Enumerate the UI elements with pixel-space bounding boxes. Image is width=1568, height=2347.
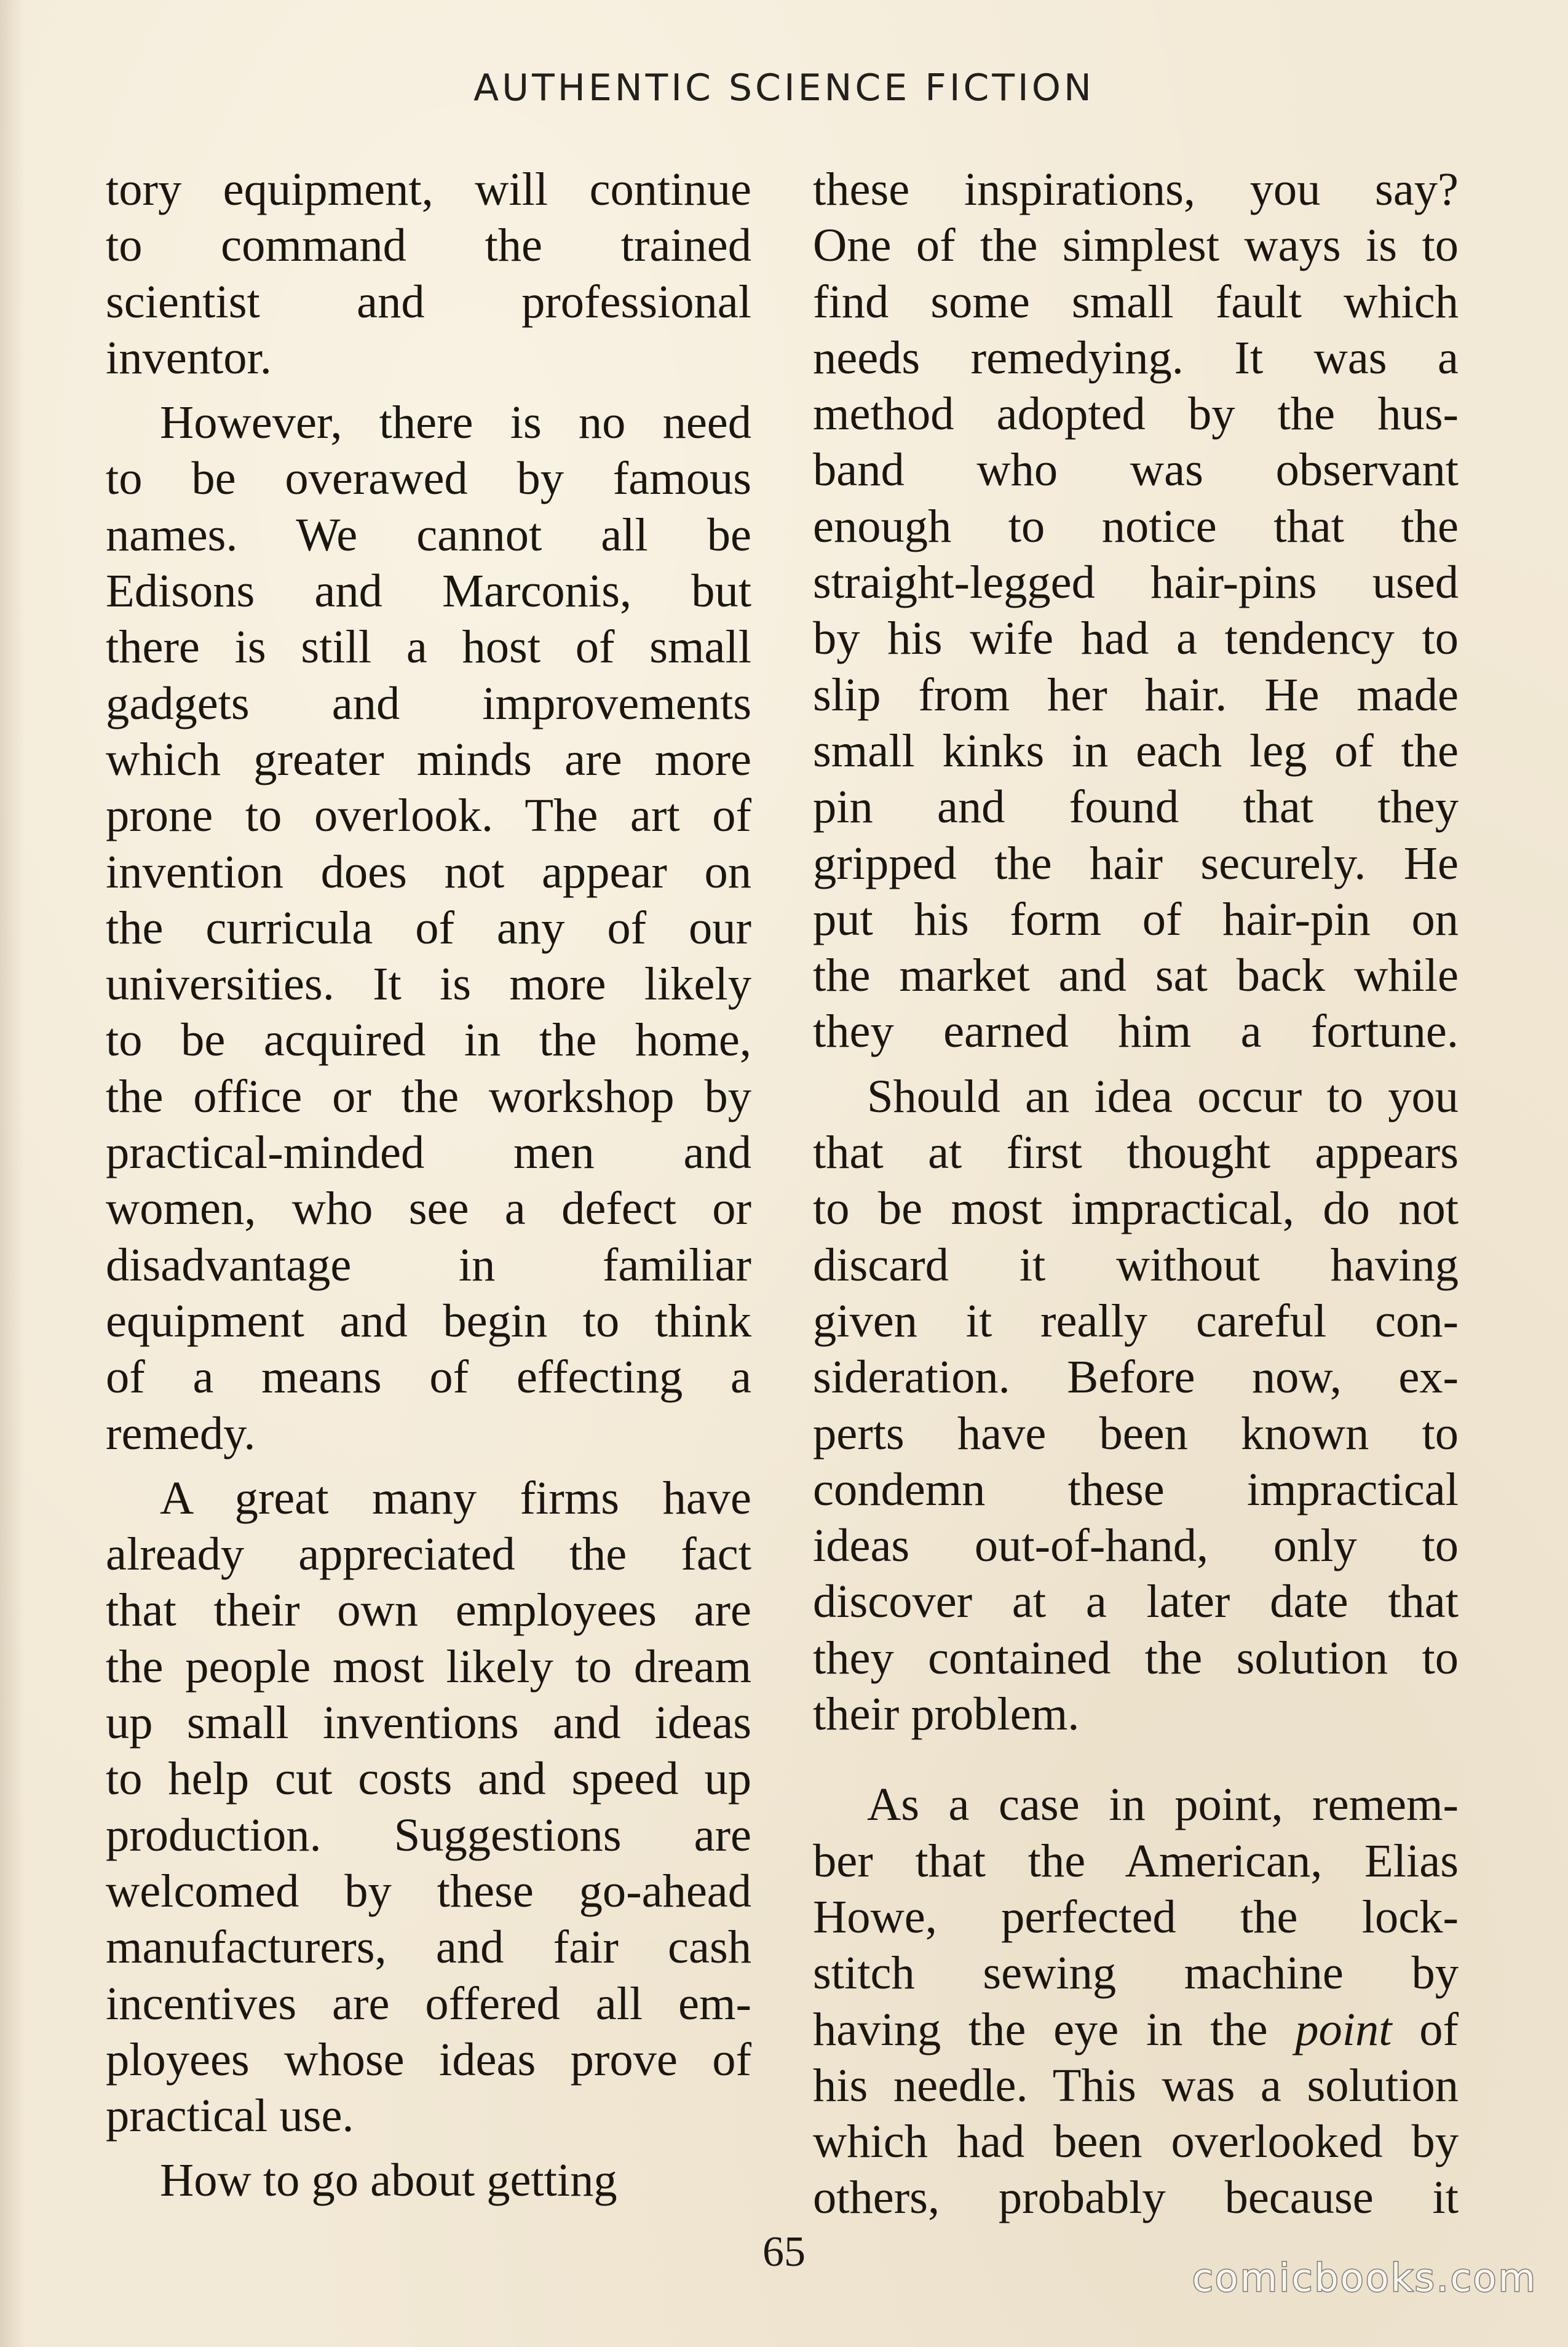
text-line: names. We cannot all be: [106, 508, 751, 561]
paragraph: [813, 1776, 1459, 2225]
text-line: up small inventions and ideas: [106, 1696, 751, 1749]
text-line: perts have been known to: [813, 1407, 1459, 1459]
text-line: invention does not appear on: [106, 845, 751, 898]
text-line: disadvantage in familiar: [106, 1238, 751, 1291]
paragraph: [106, 2152, 751, 2208]
text-line: which greater minds are more: [106, 733, 751, 785]
text-line: practical-minded men and: [106, 1126, 751, 1179]
right-column: [813, 161, 1459, 2226]
text-line: discard it without having: [813, 1238, 1459, 1291]
text-line: manufacturers, and fair cash: [106, 1921, 751, 1974]
paragraph: [106, 394, 751, 1405]
watermark: comicbooks.com: [1192, 2255, 1537, 2300]
text-line: ber that the American, Elias: [813, 1834, 1459, 1887]
text-line: slip from her hair. He made: [813, 668, 1459, 721]
paragraph: [106, 1470, 751, 2087]
text-run: having the eye in the: [813, 2003, 1268, 2055]
paragraph-end: [106, 1405, 751, 1461]
text-line: that their own employees are: [106, 1584, 751, 1637]
text-line: to help cut costs and speed up: [106, 1752, 751, 1805]
text-line: which had been overlooked by: [813, 2115, 1459, 2168]
text-line: to be most impractical, do not: [813, 1182, 1459, 1235]
text-line: straight-legged hair-pins used: [813, 556, 1459, 609]
text-line: equipment and begin to think: [106, 1294, 751, 1347]
paragraph: [106, 161, 751, 330]
text-line: scientist and professional: [106, 275, 751, 328]
text-line: already appreciated the fact: [106, 1528, 751, 1581]
text-line: to be overawed by famous: [106, 452, 751, 505]
text-line: enough to notice that the: [813, 499, 1459, 552]
text-line: One of the simplest ways is to: [813, 219, 1459, 272]
text-line: As a case in point, remem-: [867, 1778, 1459, 1831]
text-line: pin and found that they: [813, 780, 1459, 833]
text-line: that at first thought appears: [813, 1126, 1459, 1179]
text-line: production. Suggestions are: [106, 1808, 751, 1861]
text-line: stitch sewing machine by: [813, 1947, 1459, 2000]
text-line: the office or the workshop by: [106, 1070, 751, 1122]
text-line: the curricula of any of our: [106, 901, 751, 954]
text-line-with-italic: [813, 2001, 1459, 2057]
text-line: they contained the solution to: [813, 1631, 1459, 1684]
text-line: Howe, perfected the lock-: [813, 1890, 1459, 1943]
text-line: band who was observant: [813, 443, 1459, 496]
text-line: to command the trained: [106, 219, 751, 272]
text-line: there is still a host of small: [106, 621, 751, 673]
text-line: these inspirations, you say?: [813, 163, 1459, 215]
text-line: welcomed by these go-ahead: [106, 1864, 751, 1917]
spine-shadow: [0, 0, 25, 2347]
text-line: needs remedying. It was a: [813, 331, 1459, 384]
text-line: remedy.: [106, 1407, 256, 1459]
text-line: of a means of effecting a: [106, 1351, 751, 1404]
text-line: the people most likely to dream: [106, 1640, 751, 1693]
text-line: to be acquired in the home,: [106, 1014, 751, 1066]
text-line: method adopted by the hus-: [813, 387, 1459, 440]
text-line: universities. It is more likely: [106, 958, 751, 1011]
text-line: How to go about getting: [160, 2154, 617, 2207]
page-number: 65: [762, 2228, 806, 2276]
text-line: incentives are offered all em-: [106, 1977, 751, 2030]
paragraph-end: [106, 330, 751, 386]
text-line: prone to overlook. The art of: [106, 789, 751, 842]
paragraph: [813, 161, 1459, 1060]
text-line: practical use.: [106, 2089, 354, 2142]
text-line: condemn these impractical: [813, 1463, 1459, 1515]
paragraph-end: [813, 1686, 1459, 1742]
text-line: gadgets and improvements: [106, 677, 751, 729]
text-line: others, probably because it: [813, 2171, 1459, 2224]
text-line: However, there is no need: [160, 396, 751, 449]
text-line: sideration. Before now, ex-: [813, 1351, 1459, 1404]
text-line: put his form of hair-pin on: [813, 892, 1459, 945]
text-line: they earned him a fortune.: [813, 1005, 1459, 1058]
text-line: tory equipment, will continue: [106, 163, 751, 215]
text-line: Edisons and Marconis, but: [106, 565, 751, 618]
text-line: inventor.: [106, 331, 272, 384]
paragraph: [813, 1068, 1459, 1686]
text-line: by his wife had a tendency to: [813, 612, 1459, 665]
text-run: of: [1419, 2003, 1459, 2055]
text-line: their problem.: [813, 1688, 1080, 1741]
text-line: find some small fault which: [813, 275, 1459, 328]
text-line: ployees whose ideas prove of: [106, 2033, 751, 2086]
text-line: his needle. This was a solution: [813, 2059, 1459, 2111]
running-head: AUTHENTIC SCIENCE FICTION: [473, 66, 1095, 109]
text-line: small kinks in each leg of the: [813, 724, 1459, 777]
text-line: discover at a later date that: [813, 1575, 1459, 1628]
text-line: gripped the hair securely. He: [813, 836, 1459, 889]
text-line: women, who see a defect or: [106, 1182, 751, 1235]
italic-word: point: [1295, 2003, 1392, 2055]
text-line: ideas out-of-hand, only to: [813, 1519, 1459, 1572]
text-line: the market and sat back while: [813, 949, 1459, 1002]
text-line: given it really careful con-: [813, 1294, 1459, 1347]
paragraph-end: [106, 2087, 751, 2143]
text-line: A great many firms have: [160, 1471, 751, 1524]
left-column: [106, 161, 751, 2209]
text-line: Should an idea occur to you: [867, 1070, 1459, 1122]
